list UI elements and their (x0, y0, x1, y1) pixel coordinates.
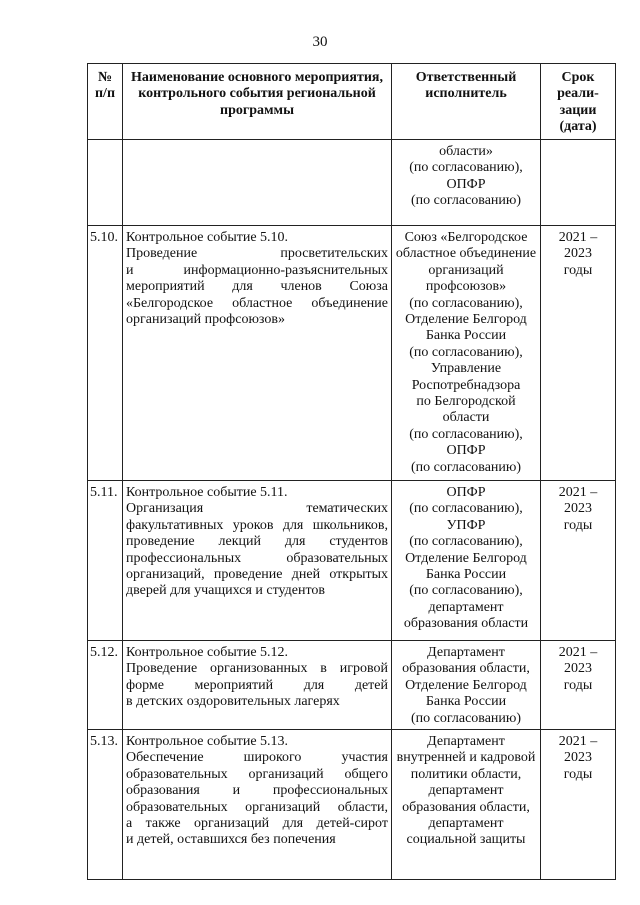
description-line: проведение лекций для студентов (126, 534, 388, 550)
cell-line: (по согласованию) (410, 710, 522, 726)
cell-line: 2021 – (558, 485, 598, 500)
cell-line: Банка России (425, 328, 507, 344)
cell-line: области (442, 410, 490, 426)
program-table (87, 63, 616, 880)
cell-line: (по согласованию), (409, 501, 523, 517)
row-term (541, 226, 616, 481)
row-title: Контрольное событие 5.10. (126, 230, 289, 245)
description-line: и детей, оставшихся без попечения (126, 832, 336, 848)
header-responsible: Ответственный исполнитель (392, 64, 541, 140)
row-description (123, 730, 392, 880)
cell-line: департамент (428, 599, 504, 615)
row-term (541, 730, 616, 880)
cell-line: департамент (428, 816, 504, 832)
table-row (88, 730, 616, 880)
cell-line: годы (563, 677, 593, 693)
description-line: форме мероприятий для детей (126, 677, 388, 693)
cell-line: (по согласованию), (409, 583, 523, 599)
row-number: 5.10. (88, 226, 123, 481)
cell-line: Департамент (427, 734, 505, 750)
continuation-row (88, 140, 616, 226)
cell-line: профсоюзов» (425, 279, 507, 295)
table-row (88, 641, 616, 730)
cell-line: Департамент (427, 645, 505, 660)
row-responsible (392, 226, 541, 481)
row-title: Контрольное событие 5.12. (126, 645, 289, 660)
cell-line: социальной защиты (406, 832, 526, 848)
row-text (126, 246, 388, 328)
description-line: профессиональных образовательных (126, 550, 388, 566)
table-row (88, 481, 616, 641)
cell-line: Банка России (425, 694, 507, 710)
cell-line: по Белгородской (416, 394, 516, 410)
row-text (126, 661, 388, 710)
row-term (541, 641, 616, 730)
description-line: и информационно-разъяснительных (126, 262, 388, 278)
description-line: факультативных уроков для школьников, (126, 517, 388, 533)
row-responsible (392, 641, 541, 730)
cell-line: политики области, (410, 766, 522, 782)
row-text (126, 750, 388, 848)
description-line: организаций, проведение дней открытых (126, 567, 388, 583)
row-responsible (392, 481, 541, 641)
cell-line: годы (563, 262, 593, 278)
row-description (123, 481, 392, 641)
cell-line: 2021 – (558, 230, 598, 245)
cell-line: (по согласованию), (409, 344, 523, 360)
cell-line: (по согласованию), (409, 534, 523, 550)
cell-line: Управление (430, 361, 502, 377)
cell-line: ОПФР (446, 176, 486, 192)
continuation-term-cell (541, 140, 616, 226)
continuation-name-cell (123, 140, 392, 226)
description-line: организаций профсоюзов» (126, 312, 285, 328)
description-line: «Белгородское областное объединение (126, 295, 388, 311)
cell-line: (по согласованию), (409, 426, 523, 442)
cell-line: 2023 (564, 501, 592, 517)
row-description (123, 641, 392, 730)
description-line: образовательных организаций области, (126, 799, 388, 815)
cell-line: Отделение Белгород (405, 550, 527, 566)
description-line: а также организаций для детей-сирот (126, 816, 388, 832)
row-term (541, 481, 616, 641)
row-number: 5.11. (88, 481, 123, 641)
description-line: Организация тематических (126, 501, 388, 517)
cell-line: ОПФР (446, 443, 486, 459)
cell-line: Отделение Белгород (405, 312, 527, 328)
cell-line: организаций (428, 262, 504, 278)
row-number: 5.13. (88, 730, 123, 880)
description-line: дверей для учащихся и студентов (126, 583, 326, 599)
description-line: в детских оздоровительных лагерях (126, 694, 340, 710)
cell-line: образования области (403, 616, 529, 632)
cell-line: образования области, (402, 799, 530, 815)
description-line: Проведение организованных в игровой (126, 661, 388, 677)
page-number: 30 (312, 34, 328, 50)
description-line: мероприятий для членов Союза (126, 279, 388, 295)
cell-line: ОПФР (446, 485, 486, 500)
cell-line: Роспотребнадзора (411, 377, 521, 393)
cell-line: (по согласованию), (409, 160, 523, 176)
row-text (126, 501, 388, 599)
cell-line: 2023 (564, 661, 592, 677)
continuation-num-cell (88, 140, 123, 226)
cell-line: области» (439, 144, 493, 159)
row-description (123, 226, 392, 481)
cell-line: департамент (428, 783, 504, 799)
cell-line: внутренней и кадровой (396, 750, 536, 766)
table-header-row (88, 64, 616, 140)
header-name: Наименование основного мероприятия, контрольного события региональной программы (123, 64, 392, 140)
cell-line: 2023 (564, 750, 592, 766)
description-line: образовательных организаций общего (126, 766, 388, 782)
row-responsible (392, 730, 541, 880)
header-num: № п/п (88, 64, 123, 140)
row-title: Контрольное событие 5.13. (126, 734, 289, 750)
description-line: Обеспечение широкого участия (126, 750, 388, 766)
cell-line: 2023 (564, 246, 592, 262)
cell-line: Отделение Белгород (405, 677, 527, 693)
description-line: образования и профессиональных (126, 783, 388, 799)
continuation-responsible (392, 140, 541, 226)
cell-line: Союз «Белгородское (404, 230, 528, 245)
row-title: Контрольное событие 5.11. (126, 485, 288, 500)
description-line: Проведение просветительских (126, 246, 388, 262)
cell-line: (по согласованию), (409, 295, 523, 311)
header-term: Срок реали-зации (дата) (541, 64, 616, 140)
cell-line: 2021 – (558, 734, 598, 750)
cell-line: областное объединение (395, 246, 537, 262)
cell-line: УПФР (446, 517, 486, 533)
row-number: 5.12. (88, 641, 123, 730)
cell-line: (по согласованию) (410, 193, 522, 209)
cell-line: годы (563, 517, 593, 533)
cell-line: 2021 – (558, 645, 598, 660)
cell-line: (по согласованию) (410, 459, 522, 475)
cell-line: Банка России (425, 567, 507, 583)
cell-line: годы (563, 766, 593, 782)
table-row (88, 226, 616, 481)
cell-line: образования области, (402, 661, 530, 677)
